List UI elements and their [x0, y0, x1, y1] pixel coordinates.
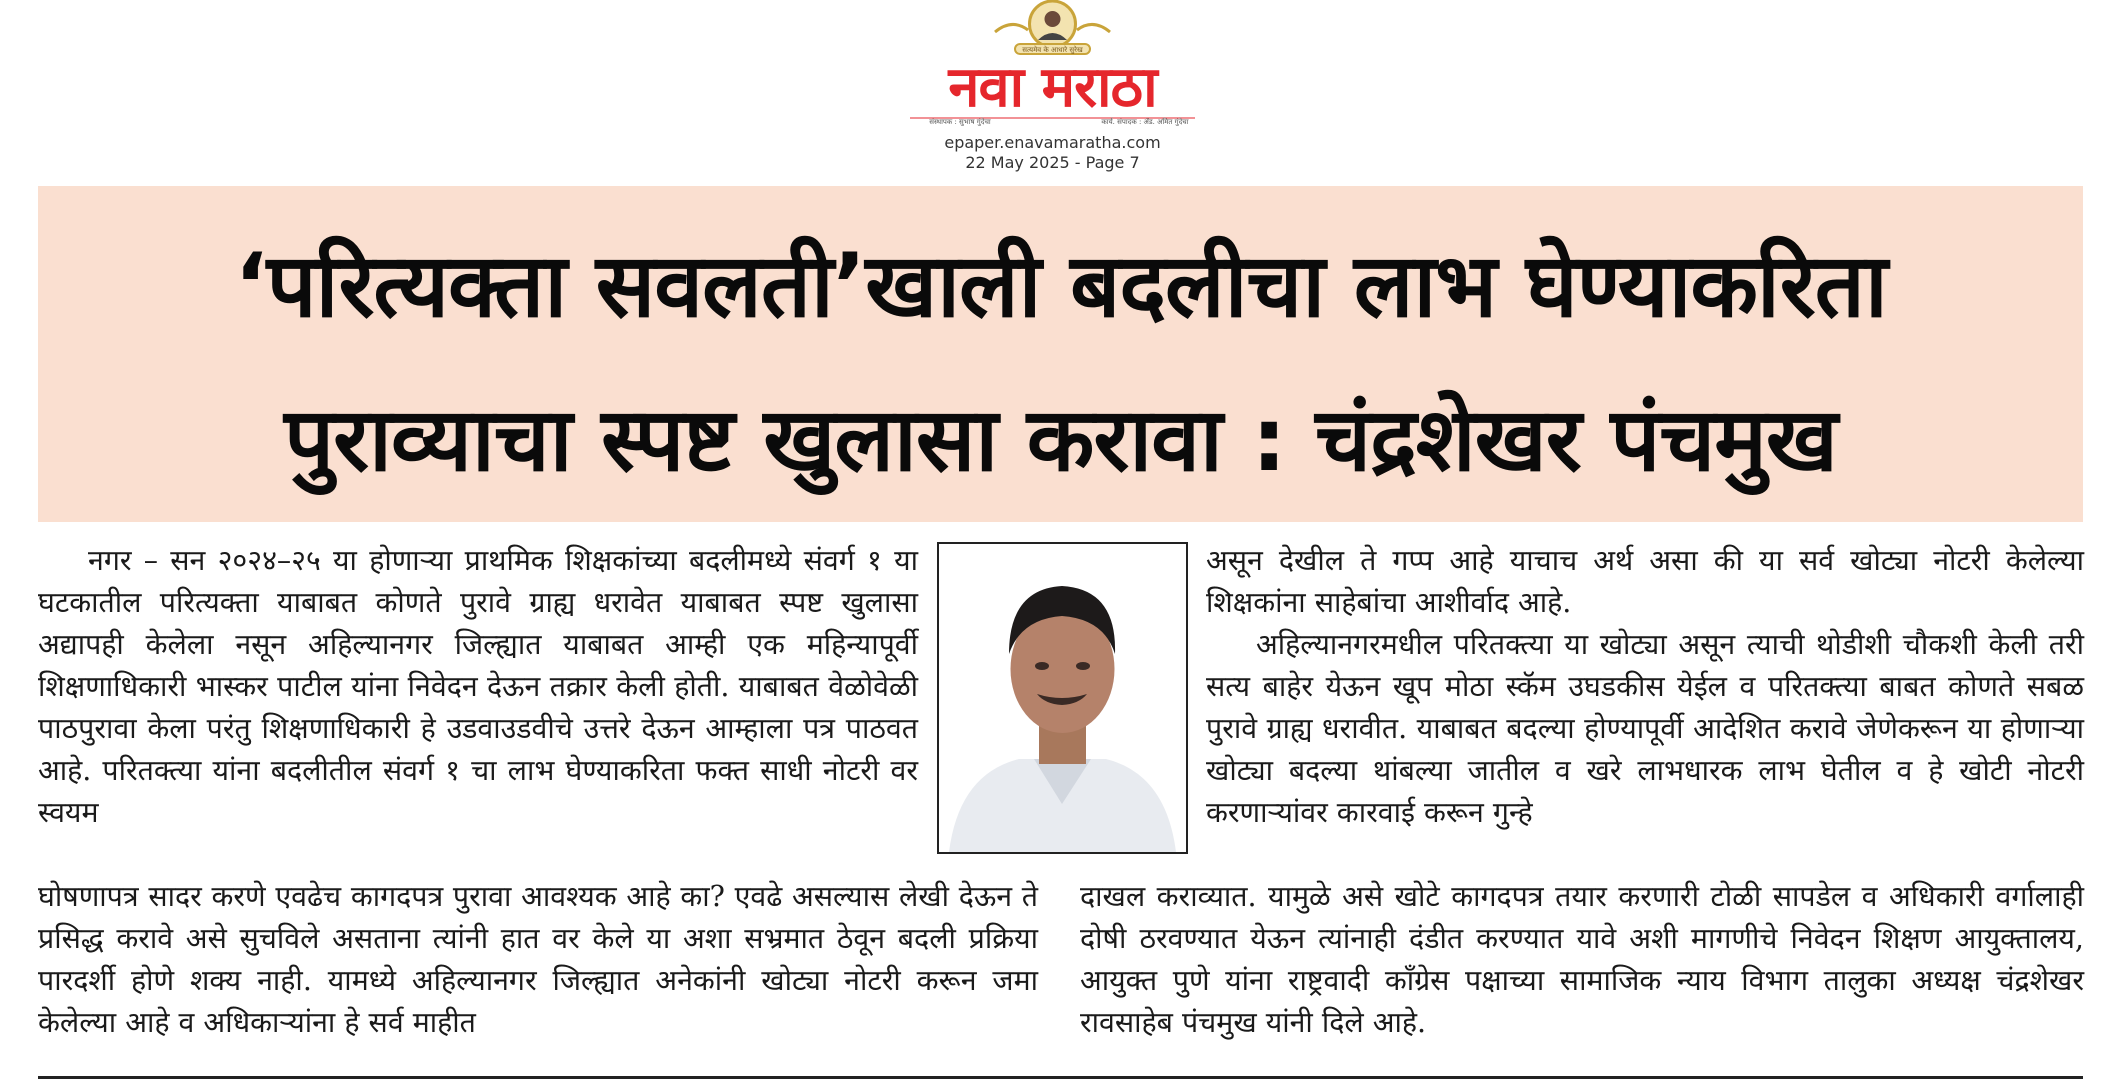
newspaper-logo — [900, 0, 1205, 128]
svg-text:संस्थापक : सुभाष गुंदेचा: संस्थापक : सुभाष गुंदेचा — [929, 118, 991, 126]
article-paragraph: असून देखील ते गप्प आहे याचाच अर्थ असा की या सर्व खोट्या नोटरी केलेल्या शिक्षकांना साहेबांचा आशीर्वाद आहे. — [1206, 544, 2084, 619]
article-column-right-top — [1206, 540, 2084, 834]
article-paragraph: दाखल कराव्यात. यामुळे असे खोटे कागदपत्र तयार करणारी टोळी सापडेल व अधिकारी वर्गालाही दोषी ठरवण्यात येऊन त्यांनाही दंडीत करण्यात यावे अशी मागणीचे निवेदन शिक्षण आयुक्तालय, आयुक्त पुणे यांना राष्ट्रवादी काँग्रेस पक्षाच्या सामाजिक न्याय विभाग तालुका अध्यक्ष चंद्रशेखर रावसाहेब पंचमुख यांनी दिले आहे. — [1080, 880, 2084, 1039]
portrait-photo — [937, 542, 1188, 854]
bottom-rule — [38, 1076, 2083, 1079]
svg-text:नवा मराठा: नवा मराठा — [948, 55, 1157, 120]
article-column-right-bottom — [1080, 876, 2084, 1044]
article-paragraph: घोषणापत्र सादर करणे एवढेच कागदपत्र पुरावा आवश्यक आहे का? एवढे असल्यास लेखी देऊन ते प्रसिद्ध करावे असे सुचविले असताना त्यांनी हात वर केले या अशा सभ्रमात ठेवून बदली प्रक्रिया पारदर्शी होणे शक्य नाही. यामध्ये अहिल्यानगर जिल्ह्यात अनेकांनी खोट्या नोटरी करून जमा केलेल्या आहे व अधिकाऱ्यांना हे सर्व माहीत — [38, 880, 1038, 1039]
svg-text:कार्य. संपादक : ॲड. अमित गुंदे: कार्य. संपादक : ॲड. अमित गुंदेचा — [1101, 118, 1189, 126]
headline-line-2: पुराव्याचा स्पष्ट खुलासा करावा : चंद्रशेखर पंचमुख — [284, 388, 1837, 491]
article-paragraph: अहिल्यानगरमधील परितक्त्या या खोट्या असून त्याची थोडीशी चौकशी केली तरी सत्य बाहेर येऊन खूप मोठा स्कॅम उघडकीस येईल व परितक्त्या बाबत कोणते सबळ पुरावे ग्राह्य धरावीत. याबाबत बदल्या होण्यापूर्वी आदेशित करावे जेणेकरून या होणाऱ्या खोट्या बदल्या थांबल्या जातील व खरे लाभधारक लाभ घेतील व हे खोटी नोटरी करणाऱ्यांवर कारवाई करून गुन्हे — [1206, 628, 2084, 829]
headline-line-1: ‘परित्यक्ता सवलती’खाली बदलीचा लाभ घेण्याकरिता — [234, 234, 1887, 337]
site-url[interactable]: epaper.enavamaratha.com — [944, 133, 1161, 152]
article-column-left-top — [38, 540, 918, 834]
article-paragraph: नगर – सन २०२४–२५ या होणाऱ्या प्राथमिक शिक्षकांच्या बदलीमध्ये संवर्ग १ या घटकातील परित्यक्ता याबाबत कोणते पुरावे ग्राह्य धरावेत याबाबत स्पष्ट खुलासा अद्यापही केलेला नसून अहिल्यानगर जिल्ह्यात याबाबत आम्ही एक महिन्यापूर्वी शिक्षणाधिकारी भास्कर पाटील यांना निवेदन देऊन तक्रार केली होती. याबाबत वेळोवेळी पाठपुरावा केला परंतु शिक्षणाधिकारी हे उडवाउडवीचे उत्तरे देऊन आम्हाला पत्र पाठवत आहे. परितक्त्या यांना बदलीतील संवर्ग १ चा लाभ घेण्याकरिता फक्त साधी नोटरी वर स्वयम — [38, 544, 918, 829]
headline-banner — [38, 186, 2083, 522]
svg-text:सत्यमेव के आधारे सुरेख: सत्यमेव के आधारे सुरेख — [1022, 46, 1083, 54]
article-column-left-bottom — [38, 876, 1038, 1044]
edition-date-page: 22 May 2025 - Page 7 — [965, 153, 1140, 172]
